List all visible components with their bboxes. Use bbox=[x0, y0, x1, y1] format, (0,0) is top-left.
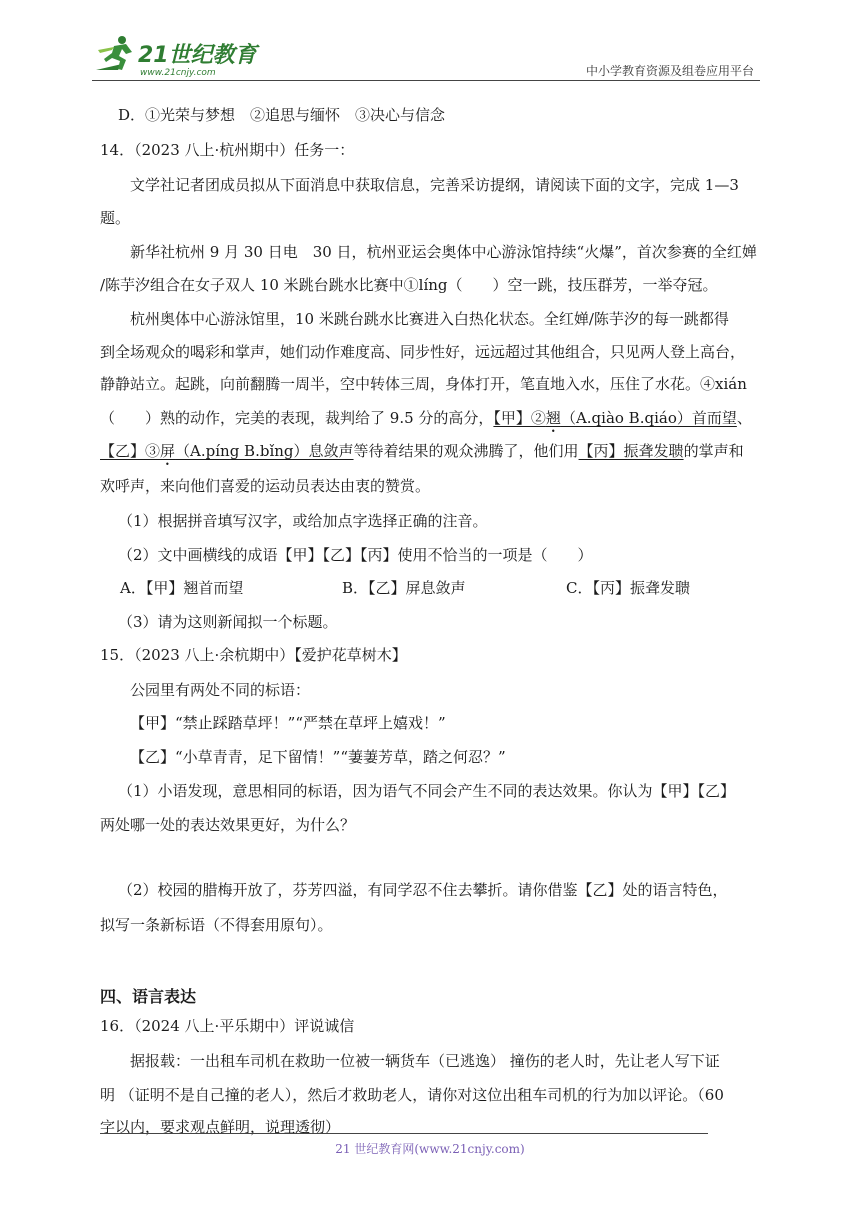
q15-sub1-line2: 两处哪一处的表达效果更好，为什么？ bbox=[100, 816, 356, 834]
q14-sub2: （2）文中画横线的成语【甲】【乙】【丙】使用不恰当的一项是（ ） bbox=[118, 546, 593, 564]
q14-para3-line5-end: 的掌声和 bbox=[683, 442, 744, 460]
q16-para-line2: 明 （证明不是自己撞的老人），然后才救助老人，请你对这位出租车司机的行为加以评论。（60 bbox=[100, 1086, 724, 1104]
header-divider bbox=[92, 80, 760, 81]
q14-para1-line2: 题。 bbox=[100, 209, 131, 227]
idiom-jia bbox=[493, 409, 736, 427]
idiom-jia-rest: （A.qiào B.qiáo）首而望 bbox=[560, 409, 737, 427]
q14-sub1: （1）根据拼音填写汉字，或给加点字选择正确的注音。 bbox=[118, 512, 488, 530]
idiom-jia-label: 【甲】② bbox=[493, 409, 546, 427]
runner-icon bbox=[96, 36, 132, 70]
header-platform-text: 中小学教育资源及组卷应用平台 bbox=[585, 64, 754, 78]
q14-para2-line2: /陈芋汐组合在女子双人 10 米跳台跳水比赛中①líng（ ）空一跳，技压群芳，一举夺冠。 bbox=[100, 276, 718, 294]
q14-heading: 14．（2023 八上·杭州期中）任务一： bbox=[100, 141, 355, 159]
q16-heading: 16．（2024 八上·平乐期中）评说诚信 bbox=[100, 1017, 355, 1035]
idiom-yi bbox=[100, 442, 354, 460]
q15-heading: 15．（2023 八上·余杭期中）【爱护花草树木】 bbox=[100, 646, 407, 664]
q14-para3-line4-end: 、 bbox=[736, 409, 752, 427]
q15-slogan-jia: 【甲】“禁止踩踏草坪！”“严禁在草坪上嬉戏！” bbox=[130, 714, 446, 732]
idiom-yi-label: 【乙】③ bbox=[100, 442, 161, 460]
idiom-bing: 【丙】振聋发聩 bbox=[578, 442, 684, 460]
site-logo bbox=[92, 30, 262, 80]
q14-para3-line1: 杭州奥体中心游泳馆里，10 米跳台跳水比赛进入白热化状态。全红婵/陈芋汐的每一跳都得 bbox=[130, 310, 729, 328]
q15-sub2-line2: 拟写一条新标语（不得套用原句）。 bbox=[100, 916, 333, 934]
q14-para3-line4 bbox=[100, 408, 752, 436]
q16-para-line3: 字以内，要求观点鲜明，说理透彻） bbox=[100, 1118, 341, 1136]
q14-para3-line3: 静静站立。起跳，向前翻腾一周半，空中转体三周，身体打开，笔直地入水，压住了水花。④xián bbox=[100, 375, 747, 393]
idiom-yi-rest: （A.píng B.bǐng）息敛声 bbox=[175, 442, 354, 460]
q14-option-c: C．【丙】振聋发聩 bbox=[566, 579, 690, 597]
q15-para1: 公园里有两处不同的标语： bbox=[130, 681, 311, 699]
q14-para1-line1: 文学社记者团成员拟从下面消息中获取信息，完善采访提纲，请阅读下面的文字，完成 1—3 bbox=[130, 176, 739, 194]
q15-sub1-line1: （1）小语发现，意思相同的标语，因为语气不同会产生不同的表达效果。你认为【甲】【乙】 bbox=[118, 782, 736, 800]
q14-option-a: A．【甲】翘首而望 bbox=[120, 579, 244, 597]
idiom-yi-dotted-char: 屏 bbox=[160, 442, 176, 460]
idiom-jia-dotted-char: 翘 bbox=[545, 409, 561, 427]
q15-sub2-line1: （2）校园的腊梅开放了，芬芳四溢，有同学忍不住去攀折。请你借鉴【乙】处的语言特色， bbox=[118, 881, 728, 899]
footer-divider bbox=[100, 1133, 708, 1134]
q14-sub3: （3）请为这则新闻拟一个标题。 bbox=[118, 613, 338, 631]
q14-para3-line5-mid: 等待着结果的观众沸腾了，他们用 bbox=[353, 442, 579, 460]
q14-para3-line5 bbox=[100, 441, 744, 469]
q14-para3-line2: 到全场观众的喝彩和掌声，她们动作难度高、同步性好，远远超过其他组合，只见两人登上高台， bbox=[100, 343, 746, 361]
q14-para2-line1: 新华社杭州 9 月 30 日电 30 日，杭州亚运会奥体中心游泳馆持续“火爆”，首次参赛的全红婵 bbox=[130, 243, 757, 261]
q13-option-d: D．①光荣与梦想 ②追思与缅怀 ③决心与信念 bbox=[118, 106, 446, 124]
q14-para3-line4-text: （ ）熟的动作，完美的表现，裁判给了 9.5 分的高分， bbox=[100, 409, 494, 427]
q16-para-line1: 据报载：一出租车司机在救助一位被一辆货车（已逃逸） 撞伤的老人时，先让老人写下证 bbox=[130, 1052, 720, 1070]
q15-slogan-yi: 【乙】“小草青青，足下留情！”“萋萋芳草，踏之何忍？” bbox=[130, 748, 506, 766]
section-heading: 四、语言表达 bbox=[100, 987, 197, 1006]
q14-option-b: B．【乙】屏息敛声 bbox=[342, 579, 466, 597]
logo-text: 21世纪教育 bbox=[138, 43, 257, 68]
footer-text: 21 世纪教育网(www.21cnjy.com) bbox=[335, 1142, 525, 1156]
logo-url: www.21cnjy.com bbox=[140, 68, 216, 78]
q14-para3-line6: 欢呼声，来向他们喜爱的运动员表达由衷的赞赏。 bbox=[100, 477, 431, 495]
